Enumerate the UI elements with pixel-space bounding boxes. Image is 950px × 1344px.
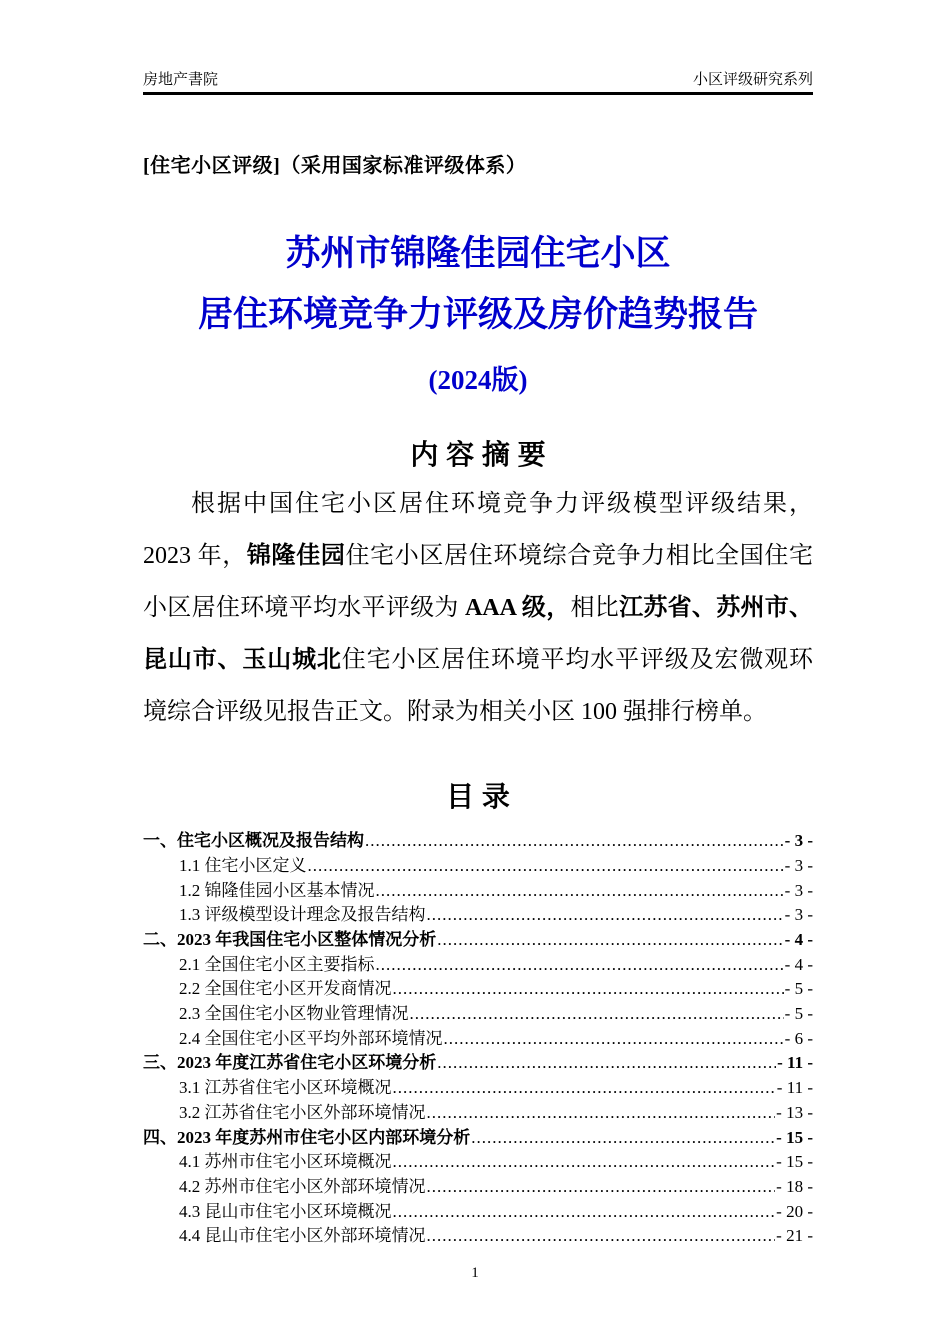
toc-item — [143, 1076, 813, 1101]
toc-item-label: 4.4 昆山市住宅小区外部环境情况 — [179, 1226, 426, 1246]
toc-item-label: 1.2 锦隆佳园小区基本情况 — [179, 880, 375, 900]
toc-leader-dots — [393, 1150, 776, 1175]
toc-item-label: 1.1 住宅小区定义 — [179, 855, 307, 875]
toc-item-page: - 3 - — [784, 905, 813, 925]
toc-leader-dots — [410, 1002, 784, 1027]
abstract-paragraph — [143, 478, 813, 738]
abstract-bold-run: AAA 级， — [464, 594, 571, 621]
abstract-bold-run: 江苏省、苏州市、昆山市、玉山城北 — [143, 594, 814, 673]
toc-item — [143, 1224, 813, 1249]
header-rule — [143, 92, 813, 95]
toc-item-label: 四、2023 年度苏州市住宅小区内部环境分析 — [143, 1127, 471, 1147]
toc-leader-dots — [376, 879, 784, 904]
toc-item — [143, 1200, 813, 1225]
toc-leader-dots — [437, 928, 783, 953]
toc-item-page: - 15 - — [776, 1127, 813, 1147]
toc-item-label: 3.2 江苏省住宅小区外部环境情况 — [179, 1102, 426, 1122]
toc-item-label: 一、住宅小区概况及报告结构 — [143, 831, 364, 851]
toc-item — [143, 1175, 813, 1200]
toc-leader-dots — [365, 829, 784, 854]
toc-item — [143, 829, 813, 854]
rating-system-tag: [住宅小区评级]（采用国家标准评级体系） — [143, 154, 527, 177]
toc-item-label: 4.2 苏州市住宅小区外部环境情况 — [179, 1176, 426, 1196]
toc-item-page: - 11 - — [776, 1078, 813, 1098]
abstract-bold-run: 锦隆佳园 — [246, 542, 346, 569]
toc-item — [143, 928, 813, 953]
toc-item-page: - 3 - — [784, 880, 813, 900]
toc-item-page: - 15 - — [776, 1152, 813, 1172]
toc-item — [143, 1051, 813, 1076]
toc-item-label: 4.3 昆山市住宅小区环境概况 — [179, 1201, 392, 1221]
toc-item-page: - 4 - — [784, 954, 813, 974]
report-title-line2: 居住环境竞争力评级及房价趋势报告 — [197, 295, 758, 335]
toc-item-page: - 11 - — [777, 1053, 813, 1073]
toc-item-label: 4.1 苏州市住宅小区环境概况 — [179, 1152, 392, 1172]
toc-item-label: 1.3 评级模型设计理念及报告结构 — [179, 905, 426, 925]
toc-item — [143, 1002, 813, 1027]
toc-item-label: 2.4 全国住宅小区平均外部环境情况 — [179, 1028, 443, 1048]
toc-item-page: - 13 - — [776, 1102, 813, 1122]
toc-item-label: 3.1 江苏省住宅小区环境概况 — [179, 1078, 392, 1098]
toc-item — [143, 1150, 813, 1175]
toc-item-page: - 18 - — [776, 1176, 813, 1196]
toc-item-page: - 3 - — [784, 855, 813, 875]
abstract-text-run: 根据中国住宅小区居住环境竞争力评级模型评级结果，2023 年， — [143, 490, 813, 569]
toc-leader-dots — [427, 903, 784, 928]
toc-item — [143, 977, 813, 1002]
toc-item-page: - 4 - — [784, 929, 813, 949]
toc-leader-dots — [427, 1175, 776, 1200]
toc-item-label: 2.2 全国住宅小区开发商情况 — [179, 979, 392, 999]
toc-item — [143, 1027, 813, 1052]
toc-item-page: - 20 - — [776, 1201, 813, 1221]
toc-item — [143, 879, 813, 904]
toc-leader-dots — [444, 1027, 784, 1052]
toc-item-label: 三、2023 年度江苏省住宅小区环境分析 — [143, 1053, 437, 1073]
toc-item-label: 2.3 全国住宅小区物业管理情况 — [179, 1004, 409, 1024]
toc-leader-dots — [308, 854, 784, 879]
toc-leader-dots — [471, 1126, 775, 1151]
toc-leader-dots — [437, 1051, 776, 1076]
report-title-line1: 苏州市锦隆佳园住宅小区 — [285, 233, 671, 273]
abstract-text-run: 相比 — [570, 594, 620, 621]
toc-item — [143, 1126, 813, 1151]
toc-leader-dots — [393, 1076, 776, 1101]
toc-leader-dots — [427, 1224, 776, 1249]
abstract-text-run: 住宅小区居住环境综合竞争力相比全国住宅小区居住环境平均水平评级为 — [143, 542, 814, 621]
page-header — [143, 72, 813, 89]
report-edition: (2024版) — [428, 365, 528, 395]
toc-item-page: - 5 - — [784, 979, 813, 999]
header-left-text: 房地产書院 — [143, 71, 219, 88]
toc-leader-dots — [393, 1200, 776, 1225]
page-number: 1 — [471, 1265, 479, 1281]
toc-item-page: - 5 - — [784, 1004, 813, 1024]
toc-item — [143, 953, 813, 978]
abstract-text-run: 住宅小区居住环境平均水平评级及宏微观环境综合评级见报告正文。附录为相关小区 100 强排行榜单。 — [143, 646, 814, 725]
toc-item-page: - 6 - — [784, 1028, 813, 1048]
toc-heading: 目 录 — [446, 780, 510, 812]
page-footer — [0, 1265, 950, 1282]
toc-item — [143, 1101, 813, 1126]
toc-item-page: - 21 - — [776, 1226, 813, 1246]
toc-leader-dots — [427, 1101, 776, 1126]
toc-item-label: 二、2023 年我国住宅小区整体情况分析 — [143, 929, 437, 949]
toc-list — [143, 829, 813, 1249]
header-right-text: 小区评级研究系列 — [692, 71, 813, 88]
toc-item — [143, 854, 813, 879]
abstract-heading: 内 容 摘 要 — [410, 439, 546, 471]
toc-item-label: 2.1 全国住宅小区主要指标 — [179, 954, 375, 974]
toc-leader-dots — [393, 977, 784, 1002]
toc-item-page: - 3 - — [784, 831, 813, 851]
toc-leader-dots — [376, 953, 784, 978]
toc-item — [143, 903, 813, 928]
